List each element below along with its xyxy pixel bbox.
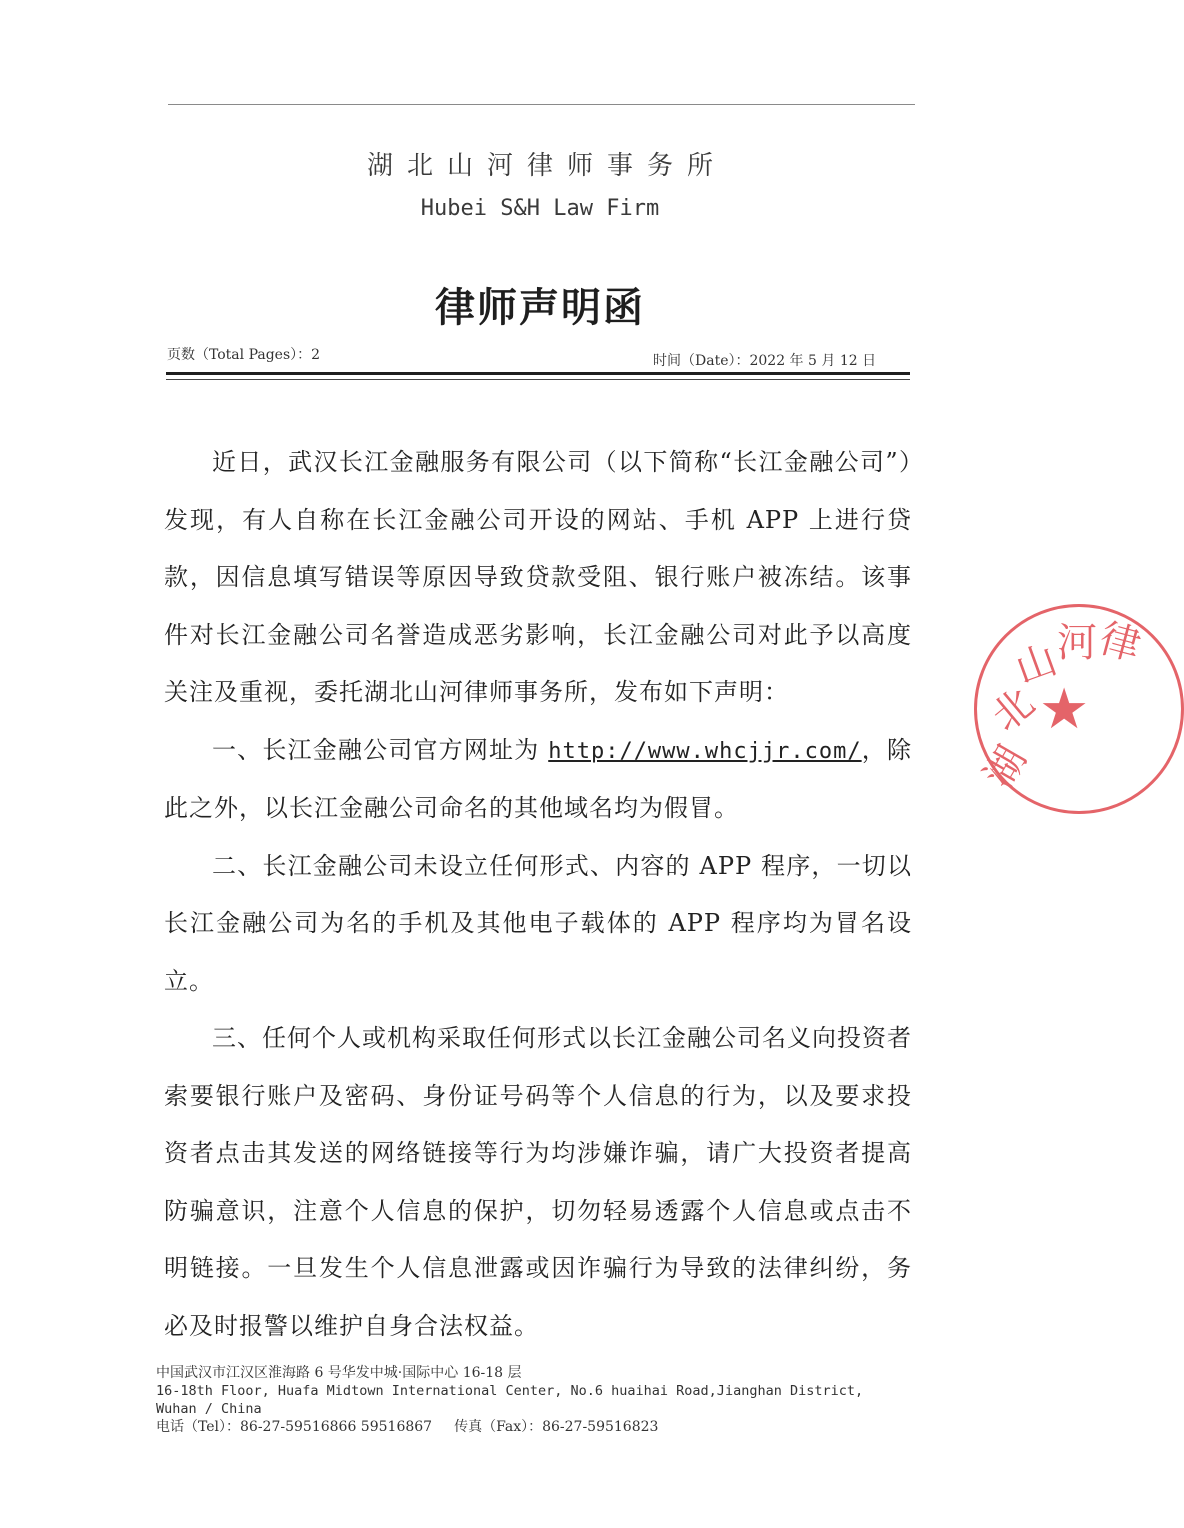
document-title: 律师声明函 <box>435 284 645 331</box>
footer <box>156 1364 906 1436</box>
total-pages: 页数（Total Pages）：2 <box>167 347 321 363</box>
paragraph-two: 二、长江金融公司未设立任何形式、内容的 APP 程序，一切以长江金融公司为名的手机及其他电子载体的 APP 程序均为冒名设立。 <box>164 851 912 995</box>
paragraph-one-prefix: 一、长江金融公司官方网址为 <box>212 735 549 764</box>
footer-contact <box>156 1418 906 1436</box>
paragraph-three: 三、任何个人或机构采取任何形式以长江金融公司名义向投资者索要银行账户及密码、身份证号码等个人信息的行为，以及要求投资者点击其发送的网络链接等行为均涉嫌诈骗，请广大投资者提高防骗意识，注意个人信息的保护，切勿轻易透露个人信息或点击不明链接。一旦发生个人信息泄露或因诈骗行为导致的法律纠纷，务必及时报警以维护自身合法权益。 <box>164 1024 912 1340</box>
footer-address-english: 16-18th Floor, Huafa Midtown International Center, No.6 huaihai Road,Jianghan District, Wuhan / China <box>156 1383 864 1417</box>
header-divider-thick <box>166 372 910 375</box>
firm-seal-stamp <box>974 604 1184 814</box>
paragraph-one <box>164 722 912 838</box>
footer-address-chinese: 中国武汉市江汉区淮海路 6 号华发中城·国际中心 16-18 层 <box>156 1365 522 1381</box>
seal-star-icon: ★ <box>1039 677 1090 742</box>
document-date: 时间（Date）：2022 年 5 月 12 日 <box>653 353 877 369</box>
header-divider-thin <box>166 379 910 380</box>
firm-name-chinese: 湖北山河律师事务所 <box>366 151 727 181</box>
header-top-rule <box>168 104 915 105</box>
official-website-link[interactable]: http://www.whcjjr.com/ <box>548 738 862 764</box>
footer-telephone: 电话（Tel）：86-27-59516866 59516867 <box>156 1419 433 1435</box>
statement-body <box>164 434 912 1355</box>
paragraph-intro: 近日，武汉长江金融服务有限公司（以下简称“长江金融公司”）发现，有人自称在长江金融公司开设的网站、手机 APP 上进行贷款，因信息填写错误等原因导致贷款受阻、银行账户被冻结。该事件对长江金融公司名誉造成恶劣影响，长江金融公司对此予以高度关注及重视，委托湖北山河律师事务所，发布如下声明： <box>164 448 912 706</box>
paragraph-one-suffix: ，除此之外，以长江金融公司命名的其他域名均为假冒。 <box>164 735 912 822</box>
firm-name-english: Hubei S&H Law Firm <box>420 196 660 221</box>
footer-fax: 传真（Fax）：86-27-59516823 <box>454 1419 659 1435</box>
seal-text: 湖 北 山 河 律 <box>976 615 1146 797</box>
